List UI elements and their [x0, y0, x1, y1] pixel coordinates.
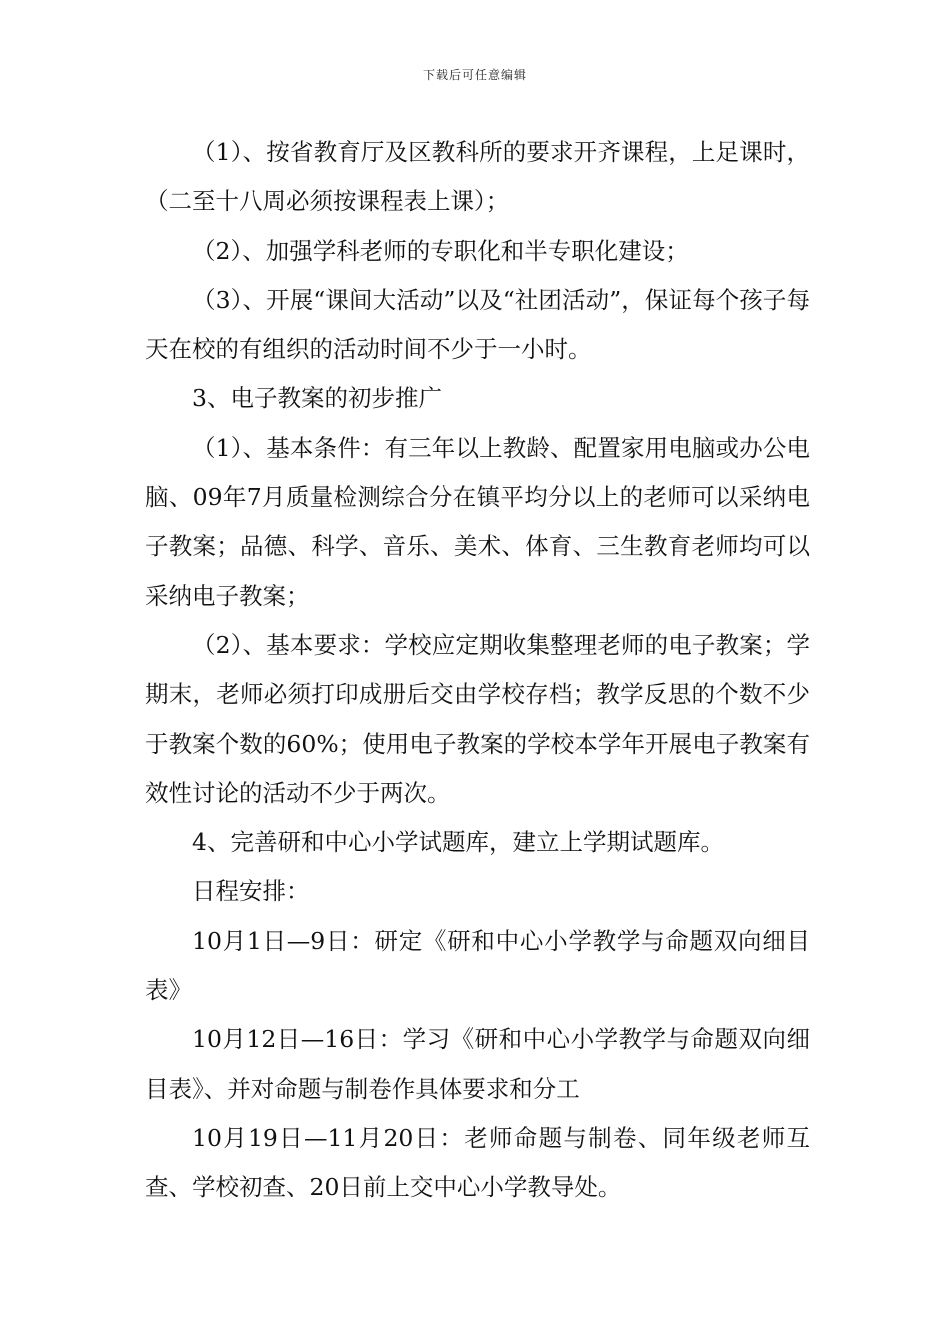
paragraph-teacher-specialization: （2）、加强学科老师的专职化和半专职化建设；	[192, 236, 689, 265]
section-heading-question-bank: 4、完善研和中心小学试题库，建立上学期试题库。	[192, 828, 724, 857]
schedule-item-oct-1-9: 10月1日—9日：研定《研和中心小学教学与命题双向细目表》	[145, 926, 810, 1005]
paragraph-basic-conditions: （1）、基本条件：有三年以上教龄、配置家用电脑或办公电脑、09年7月质量检测综合分在镇平均分以上的老师可以采纳电子教案；品德、科学、音乐、美术、体育、三生教育老师均可以采纳电子教案；	[145, 433, 810, 610]
page-header: 下载后可任意编辑	[422, 68, 527, 82]
schedule-item-oct-19-nov-20: 10月19日—11月20日：老师命题与制卷、同年级老师互查、学校初查、20日前上交中心小学教导处。	[145, 1123, 810, 1202]
schedule-heading: 日程安排：	[192, 877, 310, 906]
paragraph-basic-requirements: （2）、基本要求：学校应定期收集整理老师的电子教案；学期末，老师必须打印成册后交由学校存档；教学反思的个数不少于教案个数的60%；使用电子教案的学校本学年开展电子教案有效性讨论的活动不少于两次。	[145, 630, 810, 807]
paragraph-course-requirements: （1）、按省教育厅及区教科所的要求开齐课程，上足课时，（二至十八周必须按课程表上课）；	[145, 138, 810, 216]
document-body	[145, 128, 810, 1213]
paragraph-activities: （3）、开展“课间大活动”以及“社团活动”，保证每个孩子每天在校的有组织的活动时间不少于一小时。	[145, 285, 810, 364]
schedule-item-oct-12-16: 10月12日—16日：学习《研和中心小学教学与命题双向细目表》、并对命题与制卷作具体要求和分工	[145, 1025, 810, 1103]
section-heading-electronic-lesson-plans: 3、电子教案的初步推广	[192, 384, 442, 413]
